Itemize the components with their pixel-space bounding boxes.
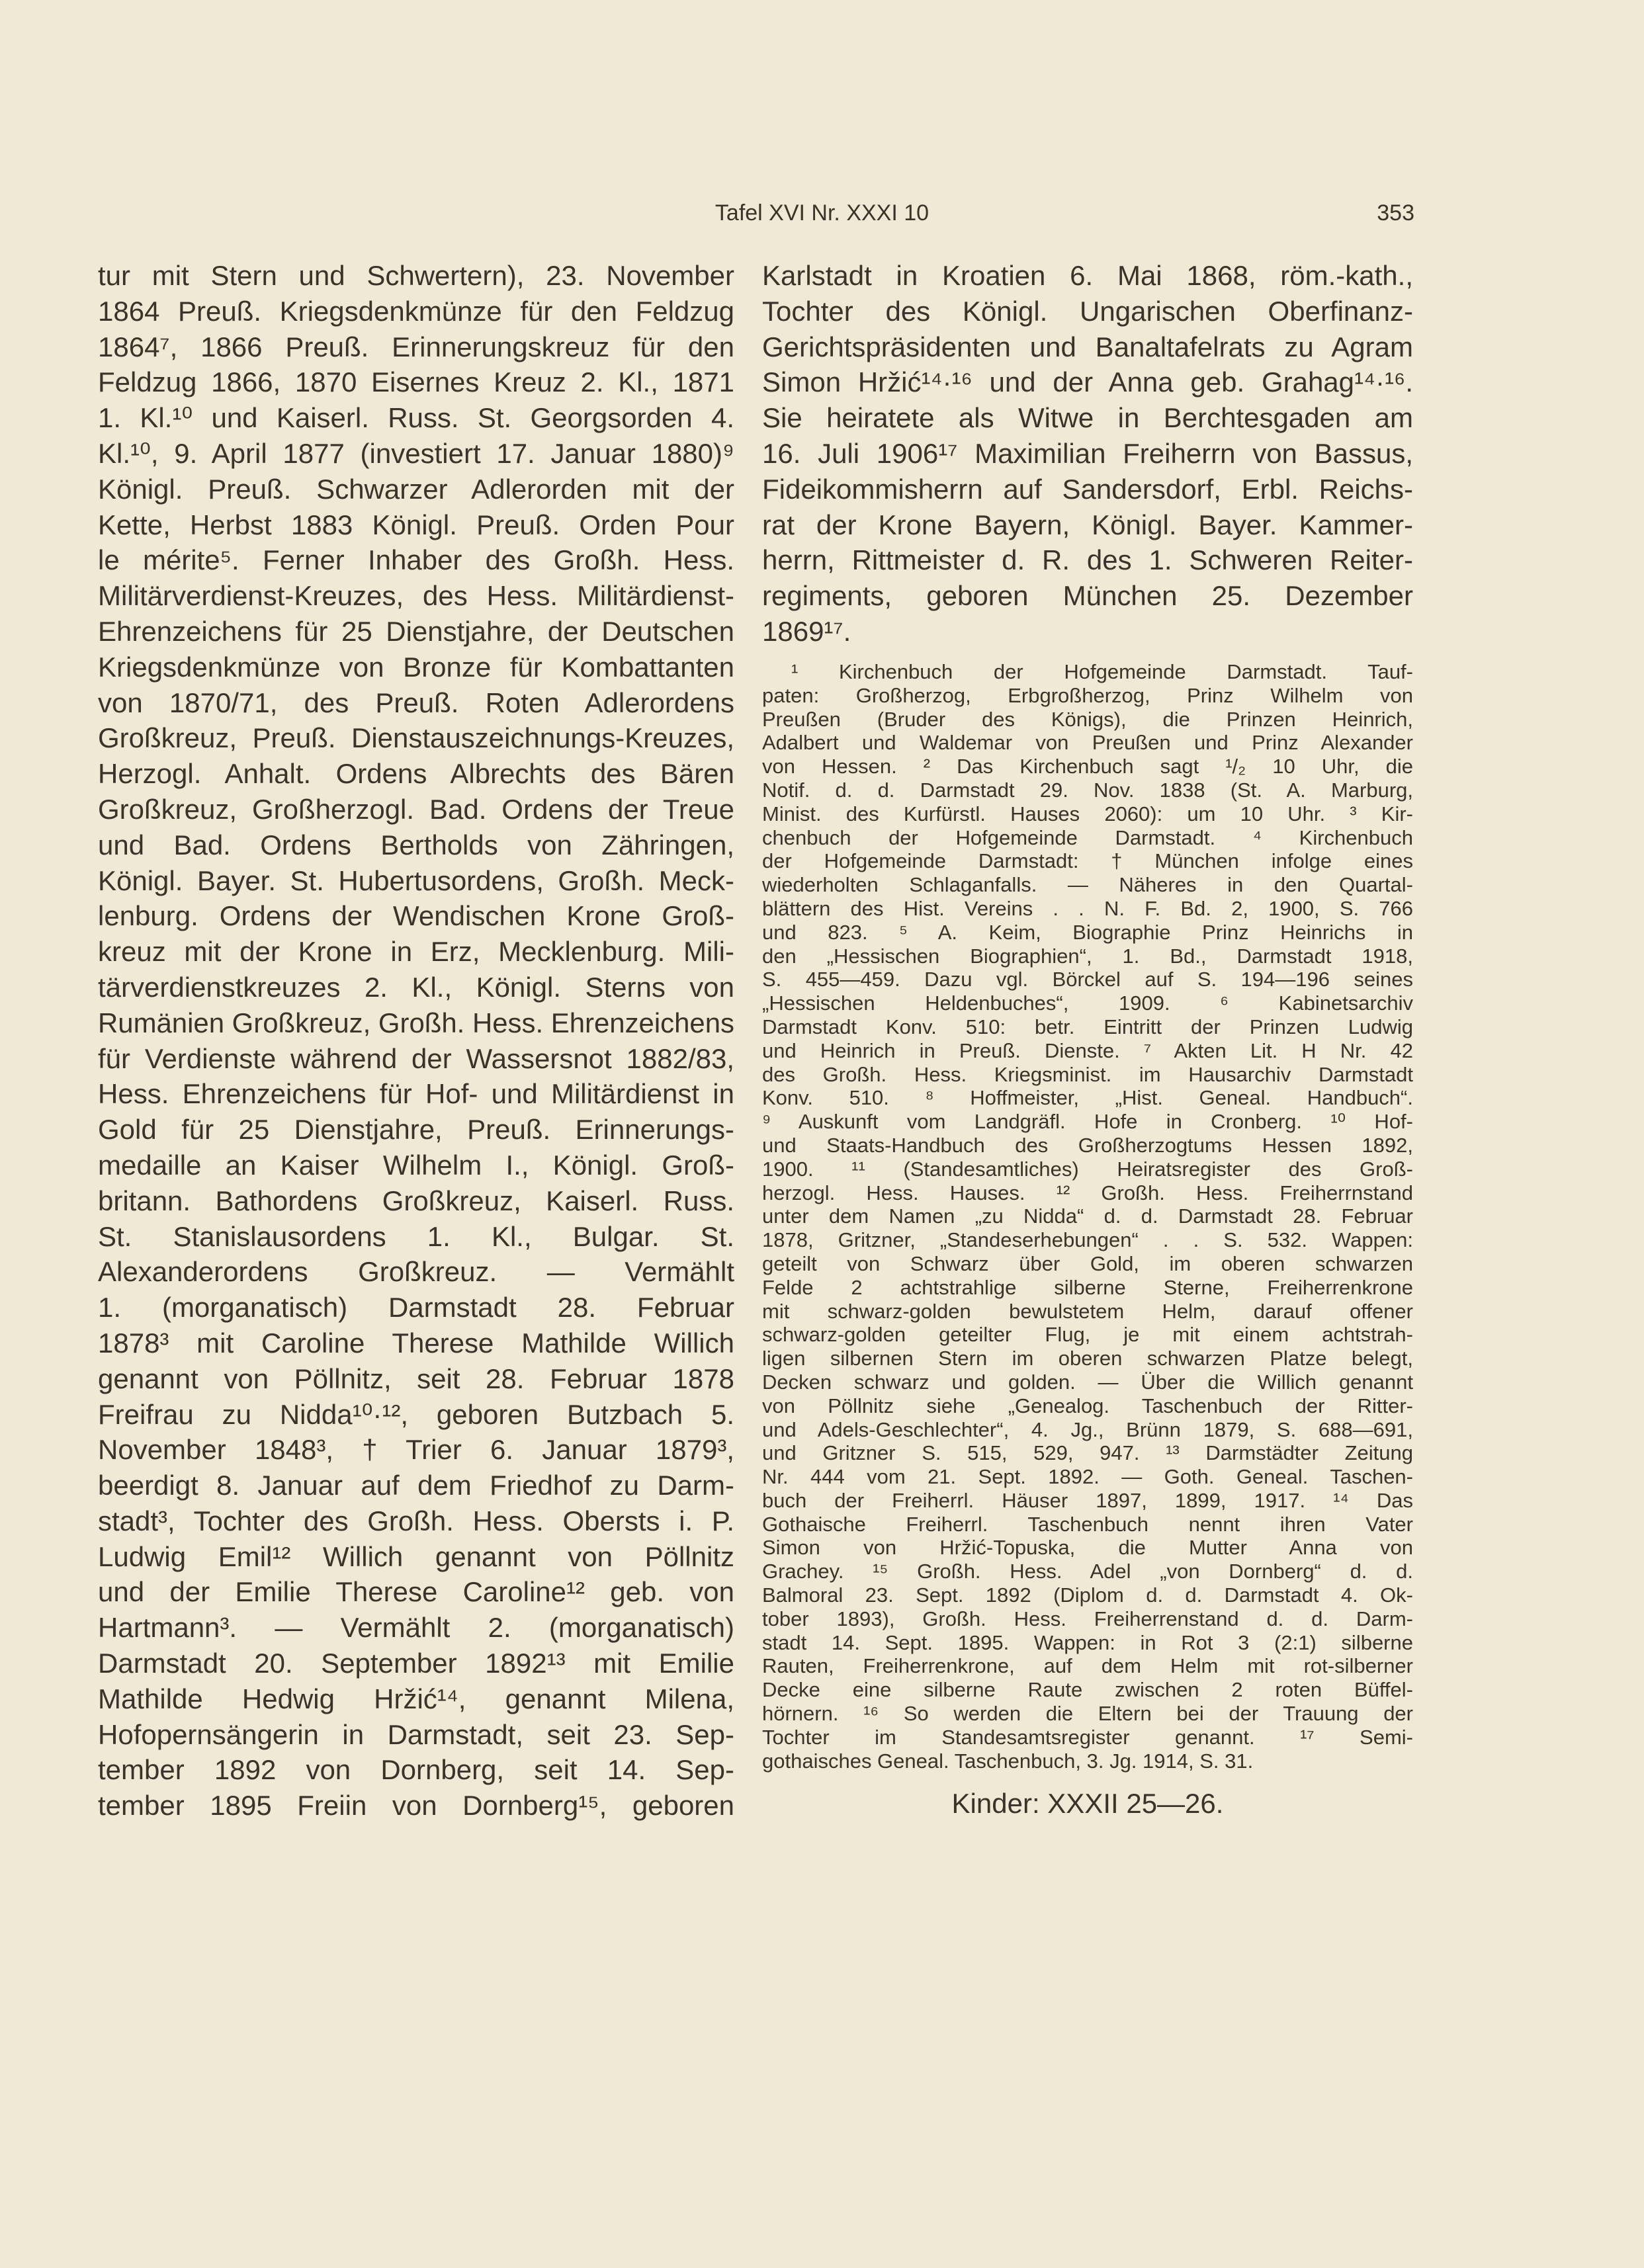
text-line-content: Tochter im Standesamtsregister genannt. ¹⁷ Semi-	[762, 1725, 1413, 1749]
text-line-content: hörnern. ¹⁶ So werden die Eltern bei der Trauung der	[762, 1702, 1413, 1726]
text-line-content: S. 455—459. Dazu vgl. Börckel auf S. 194—196 seines	[762, 968, 1413, 991]
text-line	[762, 897, 1413, 921]
text-line-content: 1. Kl.¹⁰ und Kaiserl. Russ. St. Georgsorden 4.	[98, 402, 734, 434]
text-line-content: „Hessischen Heldenbuches“, 1909. ⁶ Kabinetsarchiv	[762, 991, 1413, 1015]
text-line-content: chenbuch der Hofgemeinde Darmstadt. ⁴ Kirchenbuch	[762, 825, 1413, 849]
text-line-content: Grachey. ¹⁵ Großh. Hess. Adel „von Dornberg“ d. d.	[762, 1560, 1413, 1583]
text-line-content: 1900. ¹¹ (Standesamtliches) Heiratsregister des Groß-	[762, 1157, 1413, 1181]
text-line-content: 1864 Preuß. Kriegsdenkmünze für den Feldzug	[98, 295, 734, 327]
text-line-content: und Staats-Handbuch des Großherzogtums Hessen 1892,	[762, 1133, 1413, 1157]
text-line	[98, 863, 734, 899]
text-line	[762, 1039, 1413, 1063]
text-line-content: 16. Juli 1906¹⁷ Maximilian Freiherrn von Bassus,	[762, 437, 1413, 469]
text-line-content: St. Stanislausordens 1. Kl., Bulgar. St.	[98, 1220, 734, 1252]
text-line	[762, 1157, 1413, 1181]
text-line-content: Kl.¹⁰, 9. April 1877 (investiert 17. Januar 1880)⁹	[98, 437, 734, 469]
text-line	[98, 1112, 734, 1148]
text-line	[98, 1183, 734, 1219]
text-line-content: November 1848³, † Trier 6. Januar 1879³,	[98, 1434, 734, 1466]
text-line-content: Decke eine silberne Raute zwischen 2 roten Büffel-	[762, 1678, 1413, 1702]
text-line-content: 1878, Gritzner, „Standeserhebungen“ . . S. 532. Wappen:	[762, 1228, 1413, 1252]
text-line-content: und Heinrich in Preuß. Dienste. ⁷ Akten Lit. H Nr. 42	[762, 1038, 1413, 1062]
text-line	[98, 1788, 734, 1824]
text-line-content: Kette, Herbst 1883 Königl. Preuß. Orden Pour	[98, 509, 734, 540]
text-line-content: Hartmann³. — Vermählt 2. (morganatisch)	[98, 1612, 734, 1644]
text-line-content: tur mit Stern und Schwertern), 23. November	[98, 260, 734, 291]
text-line-content: stadt³, Tochter des Großh. Hess. Obersts i. P.	[98, 1505, 734, 1536]
text-line-content: schwarz-golden geteilter Flug, je mit einem achtstrah-	[762, 1323, 1413, 1347]
text-line-content: 1. (morganatisch) Darmstadt 28. Februar	[98, 1292, 734, 1323]
text-line	[98, 1646, 734, 1681]
text-line-content: Herzogl. Anhalt. Ordens Albrechts des Bären	[98, 758, 734, 790]
text-line	[98, 329, 734, 365]
text-line-content: blättern des Hist. Vereins . . N. F. Bd. 2, 1900, S. 766	[762, 896, 1413, 920]
text-line	[98, 756, 734, 792]
text-line	[98, 1005, 734, 1041]
text-line	[98, 1432, 734, 1468]
right-column-text	[762, 258, 1413, 650]
text-line-content: tember 1892 von Dornberg, seit 14. Sep-	[98, 1754, 734, 1786]
text-line	[98, 1325, 734, 1361]
running-header: Tafel XVI Nr. XXXI 10	[714, 200, 930, 226]
text-line-content: Hofopernsängerin in Darmstadt, seit 23. Sep-	[98, 1718, 734, 1750]
text-line-content: 1864⁷, 1866 Preuß. Erinnerungskreuz für den	[98, 331, 734, 362]
left-column-text	[98, 258, 734, 1824]
text-line-content: Balmoral 23. Sept. 1892 (Diplom d. d. Darmstadt 4. Ok-	[762, 1583, 1413, 1607]
text-line-content: Nr. 444 vom 21. Sept. 1892. — Goth. Geneal. Taschen-	[762, 1465, 1413, 1489]
text-line	[98, 1574, 734, 1610]
text-line	[98, 258, 734, 294]
text-line-content: Alexanderordens Großkreuz. — Vermählt	[98, 1256, 734, 1288]
text-line	[762, 684, 1413, 708]
text-line	[762, 1086, 1413, 1110]
text-line-content: ¹ Kirchenbuch der Hofgemeinde Darmstadt. Tauf-	[791, 660, 1413, 683]
text-line-content: paten: Großherzog, Erbgroßherzog, Prinz Wilhelm von	[762, 683, 1413, 707]
text-line	[762, 755, 1413, 778]
text-line	[98, 472, 734, 507]
text-line-content: den „Hessischen Biographien“, 1. Bd., Darmstadt 1918,	[762, 944, 1413, 968]
text-line-content: Felde 2 achtstrahlige silberne Sterne, Freiherrenkrone	[762, 1275, 1413, 1299]
text-line	[98, 1219, 734, 1255]
text-line	[762, 1441, 1413, 1465]
text-line-content: tober 1893), Großh. Hess. Freiherrenstand d. d. Darm-	[762, 1607, 1413, 1630]
text-line	[762, 329, 1413, 365]
text-line-content: Gerichtspräsidenten und Banaltafelrats zu Agram	[762, 331, 1413, 362]
text-line	[98, 1752, 734, 1788]
text-line	[762, 1583, 1413, 1607]
text-line-content: rat der Krone Bayern, Königl. Bayer. Kammer-	[762, 509, 1413, 540]
text-line-content: Kriegsdenkmünze von Bronze für Kombattanten	[98, 651, 734, 683]
text-line	[762, 1110, 1413, 1134]
text-line-content: Sie heiratete als Witwe in Berchtesgaden am	[762, 402, 1413, 434]
text-line	[98, 436, 734, 472]
text-line	[762, 1134, 1413, 1157]
text-line	[762, 1631, 1413, 1655]
text-line-content: Notif. d. d. Darmstadt 29. Nov. 1838 (St. A. Marburg,	[762, 778, 1413, 802]
text-line-content: beerdigt 8. Januar auf dem Friedhof zu Darm-	[98, 1470, 734, 1501]
text-line-content: gothaisches Geneal. Taschenbuch, 3. Jg. 1914, S. 31.	[762, 1749, 1254, 1773]
text-line	[762, 1063, 1413, 1087]
text-line-content: Ludwig Emil¹² Willich genannt von Pöllnitz	[98, 1540, 734, 1572]
text-line-content: des Großh. Hess. Kriegsminist. im Hausarchiv Darmstadt	[762, 1062, 1413, 1086]
text-line	[762, 921, 1413, 945]
text-line	[762, 507, 1413, 543]
text-line	[762, 1323, 1413, 1347]
text-line	[98, 1468, 734, 1503]
text-line-content: herzogl. Hess. Hauses. ¹² Großh. Hess. Freiherrnstand	[762, 1181, 1413, 1204]
text-line-content: Militärverdienst-Kreuzes, des Hess. Militärdienst-	[98, 580, 734, 612]
text-line-content: kreuz mit der Krone in Erz, Mecklenburg. Mili-	[98, 936, 734, 968]
text-line-content: Rumänien Großkreuz, Großh. Hess. Ehrenzeichens	[98, 1007, 734, 1038]
text-line	[762, 1513, 1413, 1536]
text-line	[762, 1228, 1413, 1252]
text-line-content: Karlstadt in Kroatien 6. Mai 1868, röm.-kath.,	[762, 260, 1413, 291]
text-line	[98, 614, 734, 650]
text-line-content: und der Emilie Therese Caroline¹² geb. von	[98, 1576, 734, 1608]
text-line	[762, 1204, 1413, 1228]
footnotes	[762, 660, 1413, 1773]
text-line	[98, 1397, 734, 1433]
text-line-content: geteilt von Schwarz über Gold, im oberen schwarzen	[762, 1251, 1413, 1275]
text-line	[98, 1503, 734, 1539]
text-line-content: stadt 14. Sept. 1895. Wappen: in Rot 3 (2:1) silberne	[762, 1630, 1413, 1654]
text-line	[762, 436, 1413, 472]
text-line-content: Darmstadt 20. September 1892¹³ mit Emilie	[98, 1648, 734, 1679]
text-line-content: mit schwarz-golden bewulstetem Helm, darauf offener	[762, 1299, 1413, 1323]
text-line	[98, 1041, 734, 1077]
text-line	[98, 1148, 734, 1183]
text-line	[762, 1489, 1413, 1513]
text-line-content: herrn, Rittmeister d. R. des 1. Schweren Reiter-	[762, 544, 1413, 576]
text-line	[98, 578, 734, 614]
text-line	[762, 364, 1413, 400]
text-line-content: Hess. Ehrenzeichens für Hof- und Militärdienst in	[98, 1078, 734, 1110]
text-line-content: Rauten, Freiherrenkrone, auf dem Helm mit rot-silberner	[762, 1654, 1413, 1678]
text-line-content: von 1870/71, des Preuß. Roten Adlerordens	[98, 687, 734, 718]
text-line-content: und Gritzner S. 515, 529, 947. ¹³ Darmstädter Zeitung	[762, 1441, 1413, 1465]
text-line	[762, 578, 1413, 614]
text-line	[98, 827, 734, 863]
text-line	[98, 1610, 734, 1646]
text-line	[762, 1300, 1413, 1323]
text-line	[762, 873, 1413, 897]
text-line	[762, 1181, 1413, 1205]
text-line-content: Darmstadt Konv. 510: betr. Eintritt der Prinzen Ludwig	[762, 1015, 1413, 1038]
text-line-content: Großkreuz, Großherzogl. Bad. Ordens der Treue	[98, 793, 734, 825]
text-line	[762, 1654, 1413, 1678]
text-line	[762, 1276, 1413, 1300]
text-line-content: Simon Hržić¹⁴·¹⁶ und der Anna geb. Grahag¹⁴·¹⁶.	[762, 366, 1413, 398]
text-line	[762, 400, 1413, 436]
children-reference: Kinder: XXXII 25—26.	[951, 1788, 1224, 1819]
text-line	[762, 1726, 1413, 1749]
text-line-content: unter dem Namen „zu Nidda“ d. d. Darmstadt 28. Februar	[762, 1204, 1413, 1228]
text-line-content: Ehrenzeichens für 25 Dienstjahre, der Deutschen	[98, 615, 734, 647]
text-line	[762, 826, 1413, 850]
text-line	[762, 991, 1413, 1015]
text-line	[98, 1254, 734, 1290]
text-line	[762, 708, 1413, 732]
text-line	[98, 364, 734, 400]
text-line	[762, 1015, 1413, 1039]
text-line-content: 1869¹⁷.	[762, 615, 851, 647]
text-line-content: genannt von Pöllnitz, seit 28. Februar 1878	[98, 1363, 734, 1394]
text-line	[98, 970, 734, 1005]
text-line-content: Königl. Bayer. St. Hubertusordens, Großh. Meck-	[98, 864, 734, 896]
text-line	[762, 945, 1413, 968]
text-line	[762, 1678, 1413, 1702]
text-line	[762, 472, 1413, 507]
text-line	[762, 660, 1413, 684]
text-line	[762, 1702, 1413, 1726]
text-line	[762, 1370, 1413, 1394]
text-line	[98, 1290, 734, 1325]
text-line-content: Gothaische Freiherrl. Taschenbuch nennt ihren Vater	[762, 1512, 1413, 1536]
text-line	[98, 1717, 734, 1753]
text-line	[762, 1465, 1413, 1489]
text-line	[98, 792, 734, 827]
text-line	[98, 934, 734, 970]
text-line-content: Minist. des Kurfürstl. Hauses 2060): um 10 Uhr. ³ Kir-	[762, 802, 1413, 825]
text-line	[98, 898, 734, 934]
text-line	[98, 1361, 734, 1397]
text-line	[98, 1681, 734, 1717]
text-line-content: der Hofgemeinde Darmstadt: † München infolge eines	[762, 849, 1413, 873]
text-line-content: Großkreuz, Preuß. Dienstauszeichnungs-Kreuzes,	[98, 722, 734, 754]
text-line-content: Fideikommisherrn auf Sandersdorf, Erbl. Reichs-	[762, 473, 1413, 505]
text-line	[762, 614, 1413, 650]
text-line	[762, 1418, 1413, 1442]
text-line	[98, 400, 734, 436]
text-line	[762, 1394, 1413, 1418]
text-line-content: ligen silbernen Stern im oberen schwarzen Platze belegt,	[762, 1347, 1413, 1370]
text-line-content: wiederholten Schlaganfalls. — Näheres in den Quartal-	[762, 873, 1413, 897]
text-line	[98, 685, 734, 721]
text-line-content: und 823. ⁵ A. Keim, Biographie Prinz Heinrichs in	[762, 920, 1413, 944]
text-line	[762, 849, 1413, 873]
text-line-content: Simon von Hržić-Topuska, die Mutter Anna von	[762, 1536, 1413, 1560]
text-line	[762, 1560, 1413, 1583]
text-line	[98, 294, 734, 329]
text-line	[98, 507, 734, 543]
text-line	[98, 1539, 734, 1575]
text-line	[762, 542, 1413, 578]
text-line-content: tember 1895 Freiin von Dornberg¹⁵, geboren	[98, 1790, 734, 1822]
text-line	[762, 1347, 1413, 1370]
text-line-content: lenburg. Ordens der Wendischen Krone Groß-	[98, 900, 734, 932]
text-line-content: britann. Bathordens Großkreuz, Kaiserl. Russ.	[98, 1185, 734, 1216]
text-line	[98, 720, 734, 756]
page-number: 353	[1377, 200, 1414, 226]
text-line-content: tärverdienstkreuzes 2. Kl., Königl. Sterns von	[98, 971, 734, 1003]
text-line-content: Freifrau zu Nidda¹⁰·¹², geboren Butzbach 5.	[98, 1398, 734, 1430]
text-line-content: 1878³ mit Caroline Therese Mathilde Willich	[98, 1327, 734, 1359]
text-line	[98, 650, 734, 685]
text-line-content: für Verdienste während der Wassersnot 1882/83,	[98, 1042, 734, 1074]
text-line-content: buch der Freiherrl. Häuser 1897, 1899, 1917. ¹⁴ Das	[762, 1488, 1413, 1512]
text-line-content: regiments, geboren München 25. Dezember	[762, 580, 1413, 612]
text-line-content: von Hessen. ² Das Kirchenbuch sagt ¹/₂ 10 Uhr, die	[762, 755, 1413, 778]
text-line	[98, 1076, 734, 1112]
text-line-content: und Adels-Geschlechter“, 4. Jg., Brünn 1879, S. 688—691,	[762, 1417, 1413, 1441]
text-line	[98, 542, 734, 578]
text-line	[762, 1536, 1413, 1560]
text-line	[762, 1607, 1413, 1631]
text-line	[762, 294, 1413, 329]
text-line-content: Königl. Preuß. Schwarzer Adlerorden mit der	[98, 473, 734, 505]
text-line-content: Tochter des Königl. Ungarischen Oberfinanz-	[762, 295, 1413, 327]
text-line-content: Decken schwarz und golden. — Über die Willich genannt	[762, 1370, 1413, 1394]
text-line-content: Preußen (Bruder des Königs), die Prinzen Heinrich,	[762, 707, 1413, 731]
text-line-content: ⁹ Auskunft vom Landgräfl. Hofe in Cronberg. ¹⁰ Hof-	[762, 1110, 1413, 1134]
text-line	[762, 968, 1413, 991]
text-line	[762, 731, 1413, 755]
text-line-content: Adalbert und Waldemar von Preußen und Prinz Alexander	[762, 731, 1413, 755]
text-line-content: le mérite⁵. Ferner Inhaber des Großh. Hess.	[98, 544, 734, 576]
text-line	[762, 802, 1413, 826]
text-line-content: Konv. 510. ⁸ Hoffmeister, „Hist. Geneal. Handbuch“.	[762, 1086, 1413, 1110]
text-line-content: Mathilde Hedwig Hržić¹⁴, genannt Milena,	[98, 1683, 734, 1714]
text-line-content: Gold für 25 Dienstjahre, Preuß. Erinnerungs-	[98, 1114, 734, 1146]
text-line-content: medaille an Kaiser Wilhelm I., Königl. Groß-	[98, 1149, 734, 1181]
text-line-content: und Bad. Ordens Bertholds von Zähringen,	[98, 829, 734, 861]
text-line-content: Feldzug 1866, 1870 Eisernes Kreuz 2. Kl., 1871	[98, 366, 734, 398]
text-line	[762, 1252, 1413, 1276]
text-line	[762, 258, 1413, 294]
text-line	[762, 778, 1413, 802]
text-line	[762, 1749, 1413, 1773]
text-line-content: von Pöllnitz siehe „Genealog. Taschenbuch der Ritter-	[762, 1394, 1413, 1417]
